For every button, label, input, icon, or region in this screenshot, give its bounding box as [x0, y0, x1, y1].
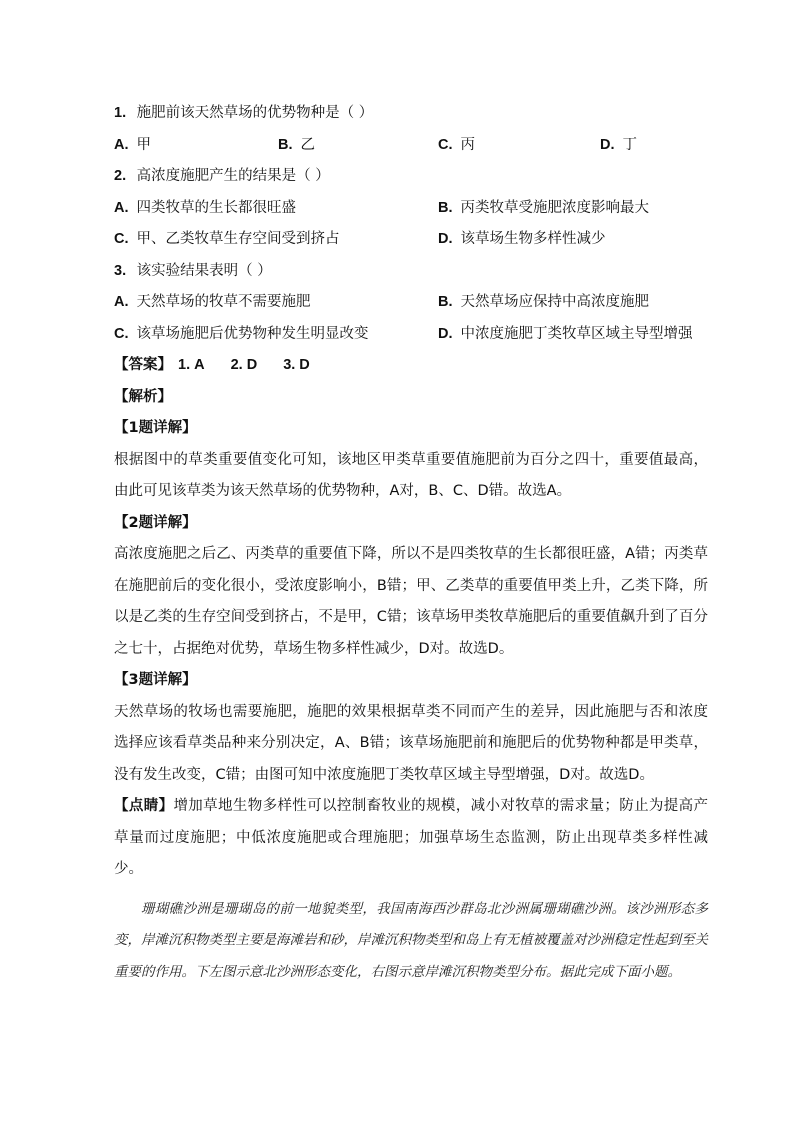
option-b: B. 天然草场应保持中高浓度施肥	[438, 294, 649, 310]
detail-1-text: 根据图中的草类重要值变化可知，该地区甲类草重要值施肥前为百分之四十，重要值最高，由此可见该草类为该天然草场的优势物种，A对，B、C、D错。故选A。	[114, 451, 708, 499]
option-b: B. 乙	[278, 136, 315, 153]
answer-item: 2. D	[230, 357, 258, 373]
question-number: 2.	[114, 168, 127, 184]
option-d: D. 中浓度施肥丁类牧草区域主导型增强	[438, 325, 693, 342]
detail-2-text: 高浓度施肥之后乙、丙类草的重要值下降，所以不是四类牧草的生长都很旺盛，A错；丙类草在施肥前后的变化很小，受浓度影响小，B错；甲、乙类草的重要值甲类上升，乙类下降，所以是乙类的生存空间受到挤占，不是甲，C错；该草场甲类牧草施肥后的重要值飙升到了百分之七十，占据绝对优势，草场生物多样性减少，D对。故选D。	[114, 546, 708, 657]
answer-label: 【答案】	[114, 357, 172, 373]
answer-line	[114, 350, 714, 382]
option-c: C. 该草场施肥后优势物种发生明显改变	[114, 325, 369, 342]
comment-paragraph	[114, 791, 708, 886]
option-d: D. 丁	[600, 136, 637, 153]
detail-3-label: 【3题详解】	[114, 672, 197, 688]
reading-passage: 珊瑚礁沙洲是珊瑚岛的前一地貌类型，我国南海西沙群岛北沙洲属珊瑚礁沙洲。该沙洲形态多变，岸滩沉积物类型主要是海滩岩和砂，岸滩沉积物类型和岛上有无植被覆盖对沙洲稳定性起到至关重要的作用。下左图示意北沙洲形态变化，右图示意岸滩沉积物类型分布。据此完成下面小题。	[114, 900, 708, 980]
comment-text: 增加草地生物多样性可以控制畜牧业的规模，减小对牧草的需求量；防止为提高产草量而过度施肥；中低浓度施肥或合理施肥；加强草场生态监测，防止出现草类多样性减少。	[114, 798, 708, 877]
question-1-stem	[114, 98, 714, 130]
option-a: A. 四类牧草的生长都很旺盛	[114, 199, 296, 216]
option-d: D. 该草场生物多样性减少	[438, 231, 606, 247]
document-content	[114, 98, 714, 988]
question-number: 3.	[114, 262, 127, 279]
comment-label: 【点睛】	[114, 798, 174, 814]
option-a: A. 天然草场的牧草不需要施肥	[114, 294, 311, 310]
question-2-options-row-1	[114, 193, 714, 225]
question-text: 施肥前该天然草场的优势物种是（ ）	[136, 105, 374, 121]
detail-2-label: 【2题详解】	[114, 514, 197, 531]
option-a: A. 甲	[114, 136, 151, 153]
question-number: 1.	[114, 105, 127, 121]
option-c: C. 丙	[438, 136, 475, 153]
answer-item: 1. A	[178, 357, 205, 373]
detail-3-text: 天然草场的牧场也需要施肥，施肥的效果根据草类不同而产生的差异，因此施肥与否和浓度选择应该看草类品种来分别决定，A、B错；该草场施肥前和施肥后的优势物种都是甲类草，没有发生改变，C错；由图可知中浓度施肥丁类牧草区域主导型增强，D对。故选D。	[114, 703, 708, 783]
question-text: 该实验结果表明（ ）	[136, 262, 272, 279]
option-b: B. 丙类牧草受施肥浓度影响最大	[438, 199, 649, 216]
question-text: 高浓度施肥产生的结果是（ ）	[136, 168, 330, 184]
question-1-options	[114, 130, 714, 162]
question-3-options-row-2	[114, 319, 714, 351]
question-2-options-row-2	[114, 224, 714, 256]
analysis-label: 【解析】	[114, 388, 172, 405]
detail-1-label: 【1题详解】	[114, 420, 197, 436]
answer-item: 3. D	[283, 357, 310, 373]
question-3-options-row-1	[114, 287, 714, 319]
option-c: C. 甲、乙类牧草生存空间受到挤占	[114, 231, 340, 247]
question-3-stem	[114, 256, 714, 288]
question-2-stem	[114, 161, 714, 193]
